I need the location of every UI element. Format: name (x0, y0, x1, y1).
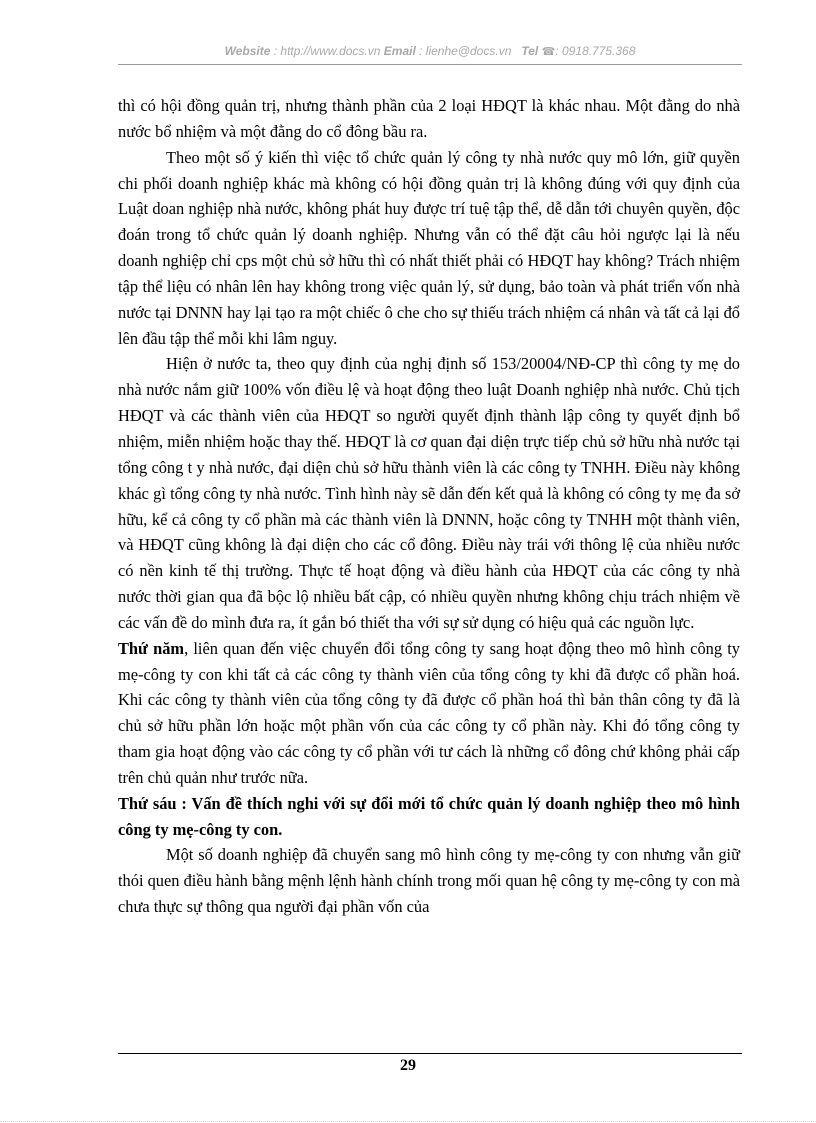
paragraph-section-six: Một số doanh nghiệp đã chuyển sang mô hình công ty mẹ-công ty con nhưng vẫn giữ thói quen điều hành bằng mệnh lệnh hành chính trong mối quan hệ công ty mẹ-công ty con mà chưa thực sự thông qua người đại phần vốn của (118, 845, 740, 917)
page-number: 29 (400, 1057, 416, 1074)
tel-value: : 0918.775.368 (555, 44, 636, 58)
page-header (118, 44, 742, 58)
paragraph-current-situation: Hiện ở nước ta, theo quy định của nghị định số 153/20004/NĐ-CP thì công ty mẹ do nhà nước nắm giữ 100% vốn điều lệ và hoạt động theo luật Doanh nghiệp nhà nước. Chủ tịch HĐQT và các thành viên của HĐQT so người quyết định thành lập công ty quyết định bổ nhiệm, miễn nhiệm hoặc thay thế. HĐQT là cơ quan đại diện trực tiếp chủ sở hữu nhà nước tại tổng công t y nhà nước, đại diện chủ sở hữu thành viên là các công ty TNHH. Điều này không khác gì tổng công ty nhà nước. Tình hình này sẽ dẫn đến kết quả là không có công ty mẹ đa sở hữu, kể cả công ty cổ phần mà các thành viên là DNNN, hoặc công ty TNHH một thành viên, và HĐQT cũng không là đại diện cho các cổ đông. Điều này trái với thông lệ của nhiều nước có nền kinh tế thị trường. Thực tế hoạt động và điều hành của HĐQT của các công ty nhà nước thời gian qua đã bộc lộ nhiều bất cập, có nhiều quyền nhưng không chịu trách nhiệm về các vấn đề do mình đưa ra, ít gắn bó thiết tha với sự sử dụng có hiệu quả các nguồn lực. (118, 354, 740, 632)
email-label: Email (383, 44, 416, 58)
website-label: Website (224, 44, 271, 58)
header-divider (118, 64, 742, 65)
paragraph-opinion: Theo một số ý kiến thì việc tổ chức quản lý công ty nhà nước quy mô lớn, giữ quyền chi phối doanh nghiệp khác mà không có hội đồng quản trị là không đúng với quy định của Luật doan nghiệp nhà nước, không phát huy được trí tuệ tập thể, dễ dẫn tới chuyên quyền, độc đoán trong tổ chức quản lý doanh nghiệp. Nhưng vẫn có thể đặt câu hỏi ngược lại là nếu doanh nghiệp chỉ cps một chủ sở hữu thì có nhất thiết phải có HĐQT hay không? Trách nhiệm tập thể liệu có nhân lên hay không trong việc quản lý, sử dụng, bảo toàn và phát triển vốn nhà nước tại DNNN hay lại tạo ra một chiếc ô che cho sự thiếu trách nhiệm cá nhân và tất cả lại đổ lên đầu tập thể mỗi khi lâm nguy. (118, 147, 740, 348)
phone-icon: ☎ (541, 46, 556, 58)
paragraph-section-five (118, 636, 740, 791)
email-value: : lienhe@docs.vn (415, 44, 515, 58)
tel-label: Tel (521, 44, 539, 58)
document-body (118, 93, 740, 920)
section-six-heading-text: Thứ sáu : Vấn đề thích nghi với sự đổi mới tổ chức quản lý doanh nghiệp theo mô hình công ty mẹ-công ty con. (118, 793, 740, 839)
section-five-lead: Thứ năm (118, 638, 185, 658)
website-value: : http://www.docs.vn (270, 44, 384, 58)
section-five-body: , liên quan đến việc chuyển đổi tổng công ty sang hoạt động theo mô hình công ty mẹ-công ty con khi tất cả các công ty thành viên của tổng công ty khi đã được cổ phần hoá. Khi các công ty thành viên của tổng công ty đã được cổ phần hoá thì bản thân công ty đã là chủ sở hữu phần lớn hoặc một phần vốn của các công ty cổ phần này. Khi đó tổng công ty tham gia hoạt động vào các công ty cổ phần với tư cách là những cổ đông chứ không phải cấp trên chủ quản như trước nữa. (118, 638, 740, 787)
paragraph-continuation: thì có hội đồng quản trị, nhưng thành phần của 2 loại HĐQT là khác nhau. Một đằng do nhà nước bổ nhiệm và một đằng do cổ đông bầu ra. (118, 96, 740, 141)
footer-divider (118, 1053, 742, 1054)
section-six-heading (118, 791, 740, 843)
page-edge-dots (0, 1121, 816, 1122)
